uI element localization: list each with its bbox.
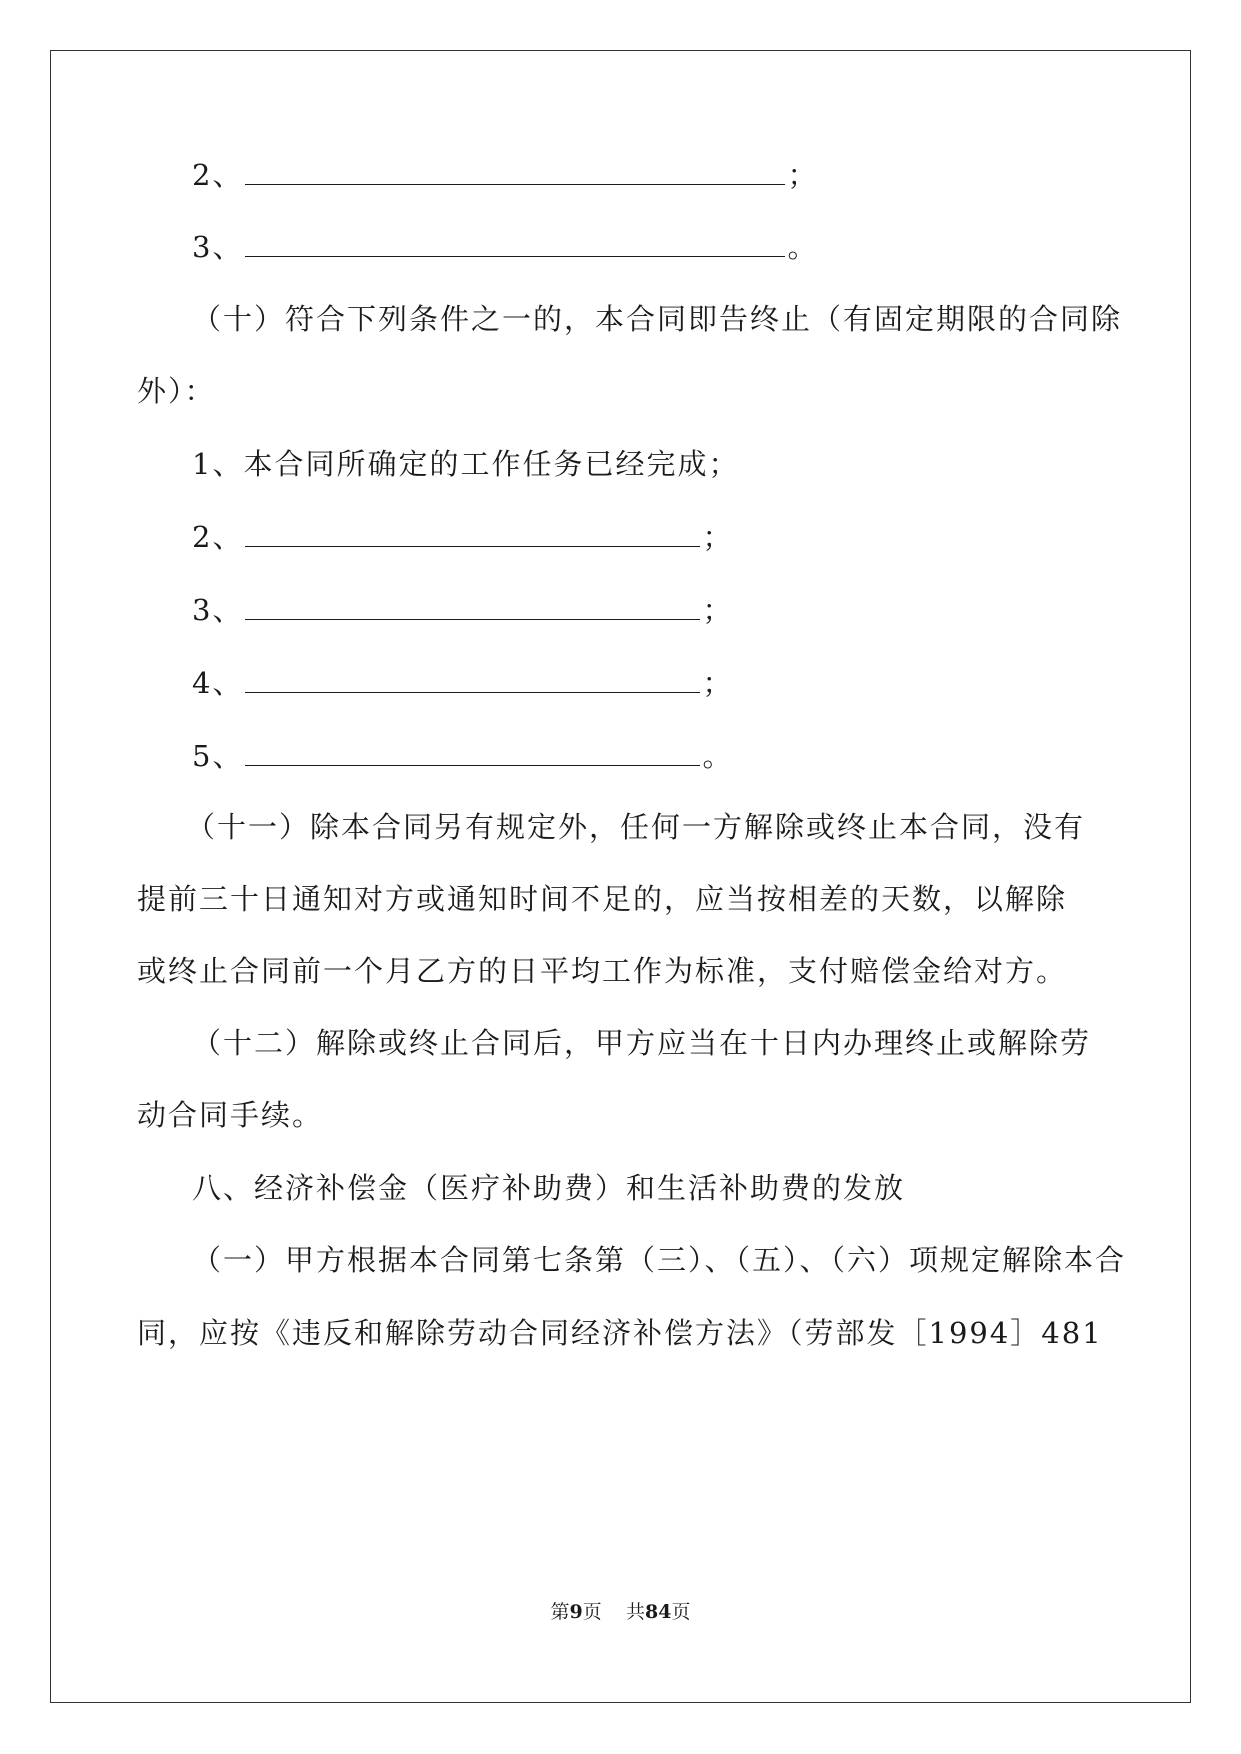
footer-total-prefix: 共 — [625, 1601, 645, 1623]
blank-item-3 — [192, 227, 818, 267]
item-punctuation: ； — [702, 593, 734, 627]
item-number: 3、 — [192, 230, 244, 264]
paragraph-line: （十）符合下列条件之一的，本合同即告终止（有固定期限的合同除 — [192, 302, 1123, 336]
paragraph-line: 1、本合同所确定的工作任务已经完成； — [192, 447, 740, 481]
item-number: 3、 — [192, 593, 244, 627]
paragraph-line: 提前三十日通知对方或通知时间不足的，应当按相差的天数，以解除 — [137, 882, 1068, 916]
page-border — [50, 50, 1191, 1703]
fill-blank[interactable] — [245, 672, 700, 693]
item-number: 2、 — [192, 520, 244, 554]
fill-blank[interactable] — [245, 599, 700, 620]
footer-total-suffix: 页 — [671, 1601, 691, 1623]
footer-prefix: 第 — [550, 1601, 570, 1623]
item-number: 4、 — [192, 666, 244, 700]
paragraph-line: （十一）除本合同另有规定外，任何一方解除或终止本合同，没有 — [186, 810, 1086, 844]
item-punctuation: ； — [702, 520, 734, 554]
item-number: 2、 — [192, 158, 244, 192]
fill-blank[interactable] — [245, 745, 700, 766]
blank-item-3 — [192, 590, 733, 630]
item-punctuation: 。 — [702, 739, 734, 773]
fill-blank[interactable] — [245, 236, 785, 257]
paragraph-line: 外）： — [137, 374, 216, 408]
total-page-count: 84 — [644, 1601, 672, 1623]
paragraph-line: （一）甲方根据本合同第七条第（三）、（五）、（六）项规定解除本合 — [192, 1243, 1127, 1277]
blank-item-2 — [192, 517, 733, 557]
blank-item-2 — [192, 155, 818, 195]
current-page-number: 9 — [569, 1601, 583, 1623]
paragraph-line: 或终止合同前一个月乙方的日平均工作为标准，支付赔偿金给对方。 — [137, 954, 1068, 988]
paragraph-line: （十二）解除或终止合同后，甲方应当在十日内办理终止或解除劳 — [192, 1026, 1092, 1060]
item-punctuation: 。 — [787, 230, 819, 264]
item-number: 5、 — [192, 739, 244, 773]
paragraph-line: 同，应按《违反和解除劳动合同经济补偿方法》（劳部发［1994］481 — [137, 1316, 1103, 1350]
item-punctuation: ； — [702, 666, 734, 700]
paragraph-line: 动合同手续。 — [137, 1098, 324, 1132]
item-punctuation: ； — [787, 158, 819, 192]
page-footer — [0, 1600, 1241, 1624]
blank-item-4 — [192, 663, 733, 703]
section-heading: 八、经济补偿金（医疗补助费）和生活补助费的发放 — [192, 1171, 906, 1205]
fill-blank[interactable] — [245, 526, 700, 547]
blank-item-5 — [192, 736, 733, 776]
footer-page-suffix: 页 — [582, 1601, 602, 1623]
fill-blank[interactable] — [245, 164, 785, 185]
